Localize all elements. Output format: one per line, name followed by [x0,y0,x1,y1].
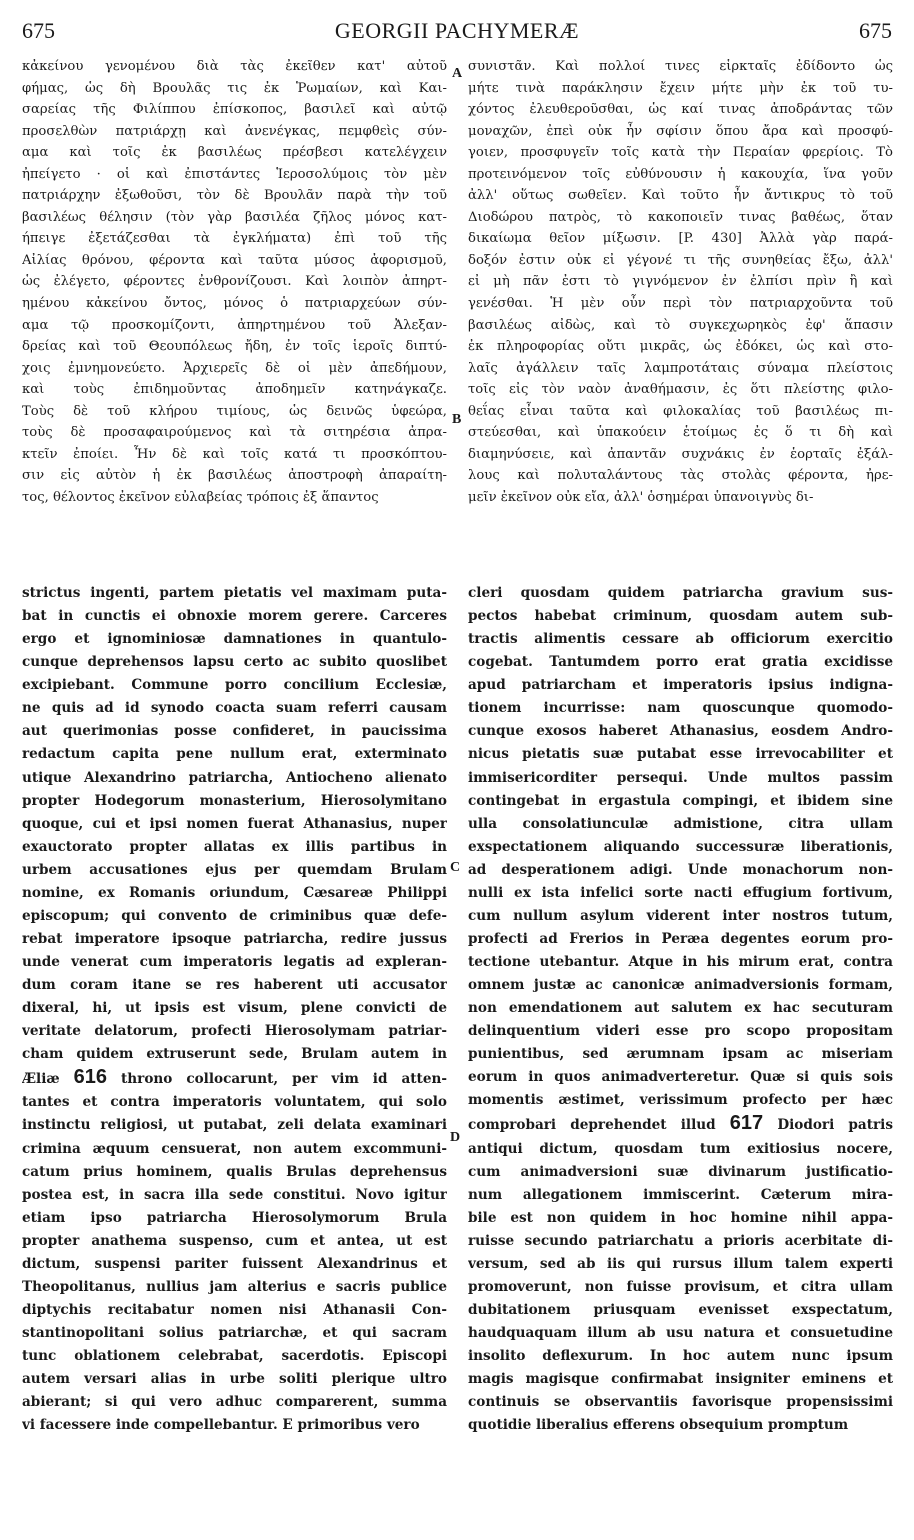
text-line-content: quoque, cui et ipsi nomen fuerat Athanasius, nuper [22,815,447,832]
text-line [468,358,893,380]
text-line-content: τος, θέλοντος ἐκεῖνον εὐλαβείας τρόποις ἐξ ἅπαντος [22,489,379,505]
text-line [22,674,447,697]
text-line [468,1253,893,1276]
text-line-content: βασιλέως θέλησιν (τὸν γὰρ βασιλέα ζῆλος μόνος κατ- [22,209,447,225]
text-line-content: dubitationem priusquam evenisset exspectatum, [468,1301,893,1318]
text-line-content: veritate delatorum, profecti Hierosolymam patriar- [22,1023,447,1040]
text-line [22,1138,447,1161]
text-line [468,1299,893,1322]
text-line [22,465,447,487]
text-line [22,651,447,674]
margin-marker-b: B [452,412,462,427]
text-line-content: exspectationem aliquando successuræ liberationis, [468,838,893,855]
text-line-content: cunque exosos haberet Athanasius, eosdem Andro- [468,723,893,740]
text-line [468,121,893,143]
text-line-content: aut querimonias posse confideret, in paucissima [22,723,447,740]
text-line [22,315,447,337]
text-line [22,78,447,100]
text-line [468,444,893,466]
text-line [22,697,447,720]
text-line-content: utique Alexandrino patriarcha, Antiocheno alienato [22,769,447,786]
text-line [468,767,893,790]
text-line-content: Αἰλίας θρόνου, φέροντα καὶ ταῦτα μύσος ἀφορισμοῦ, [22,252,447,268]
margin-marker-a: A [452,66,463,81]
text-line [468,1020,893,1043]
text-line-content: θεΐας εἶναι ταῦτα καὶ φιλοκαλίας τοῦ βασιλέως πι- [468,403,893,419]
text-line-content: nomine, ex Romanis oriundum, Cæsareæ Philippi [22,884,447,901]
text-line-content: κἀκείνου γενομένου διὰ τὰς ἐκεῖθεν κατ' αὐτοῦ [22,59,447,74]
text-line [468,1138,893,1161]
text-line [22,628,447,651]
text-line-content: profecti ad Frerios in Peræa degentes eorum pro- [468,930,893,947]
text-line-content: ruisse secundo patriarchatu a prioris acerbitate di- [468,1232,893,1249]
text-line-content: vi facessere inde compellebantur. E primoribus vero [22,1417,420,1434]
text-line [22,379,447,401]
text-line-content: ulla consolatiunculæ admistione, citra ullam [468,815,893,832]
text-line-content: propter anathema suspenso, cum et antea, ut est [22,1232,447,1249]
text-line [22,1414,447,1437]
text-line [22,250,447,272]
page-number-left: 675 [22,18,55,43]
text-line-content: μοναχῶν, ἐπεὶ οὐκ ἦν σφίσιν ὅπου ἄρα καὶ προσφύ- [468,123,893,139]
text-line [468,813,893,836]
text-line-content: immisericorditer persequi. Unde multos passim [468,769,893,786]
text-line-content: μεῖν ἐκεῖνον οὐκ εἴα, ἀλλ' ὁσημέραι ὑπανοιγνὺς δι- [468,489,814,505]
text-line-content: καὶ τοὺς ἐπιδημοῦντας ἀποδημεῖν κατηνάγκαζε. [22,382,447,398]
text-line-content: autem versari alias in urbe soliti plerique ultro [22,1371,447,1388]
text-line [22,185,447,207]
text-line [468,651,893,674]
text-line-content: ήπειγε ἐξετάζεσθαι τὰ ἐγκλήματα) ἐπὶ τοῦ τῆς [22,231,447,247]
text-line [468,336,893,358]
text-line [22,720,447,743]
text-line-content: magis magisque confirmabat insigniter eminens et [468,1371,893,1388]
text-line-content: ad desperationem adigi. Unde monachorum non- [468,861,893,878]
text-line-content: dictum, suspensi pariter fuissent Alexandrinus et [22,1255,447,1272]
text-line [22,487,447,509]
text-line-content: ὡς ἐλέγετο, φέροντες ἐνθρονίζουσι. Καὶ λοιπὸν ἀπηρτ- [22,274,447,290]
latin-text-right-column [468,582,893,1512]
text-line [22,790,447,813]
text-line [22,1043,447,1066]
page-header [22,18,892,48]
text-line-content: εἰ μὴ πᾶν ἐστι τὸ γιγνόμενον ἐν ἐλπίσι πρὶν ἢ καὶ [468,274,893,290]
text-line-content: αμα τῷ προσκομίζοντι, ἀπηρτημένου τοῦ Ἀλεξαν- [22,317,447,333]
text-line-content: urbem accusationes ejus per quemdam Brulam [22,861,447,878]
text-line-content: λαῖς ἀγάλλειν ταῖς λαμπροτάταις σύναμα πλείστοις [468,360,893,376]
text-line [468,1368,893,1391]
text-line [468,859,893,882]
text-line [22,1184,447,1207]
latin-text-left-column [22,582,447,1512]
text-line-content: non emendationem aut salutem ex hac secuturam [468,1000,893,1017]
margin-marker-d: D [450,1130,461,1145]
text-line [22,1368,447,1391]
text-line [468,951,893,974]
text-line-content: nulli ex ista infelici sorte nacti effugium fortivum, [468,884,893,901]
text-line [468,1391,893,1414]
text-line [22,1276,447,1299]
text-line [468,1089,893,1112]
text-line-content: catum prius hominem, qualis Brulas deprehensus [22,1163,447,1180]
text-line-content: κτεῖν ἐποίει. Ἦν δὲ καὶ τοῖς κατά τι προσκόπτου- [22,446,447,462]
text-line [468,1230,893,1253]
margin-marker-c: C [450,860,461,875]
text-line-content: propter Hodegorum monasterium, Hierosolymitano [22,792,447,809]
text-line-content: dixeral, hi, ut ipsis est visum, plene convicti de [22,1000,447,1017]
text-line [22,121,447,143]
text-line [22,882,447,905]
text-line-content: ημένου κἀκείνου ὄντος, μόνος ὁ πατριαρχεύων σύν- [22,296,447,312]
text-line [468,185,893,207]
text-line [468,401,893,423]
text-line [22,859,447,882]
text-line [22,358,447,380]
text-line-content: exauctorato propter allatas ex illis partibus in [22,838,447,855]
text-line [22,951,447,974]
text-line [468,628,893,651]
text-line-content: γοιεν, προσφυγεῖν τοῖς κατὰ τὴν Περαίαν φρερίοις. Τὸ [468,145,893,161]
text-line [22,974,447,997]
text-line-content: throno collocarunt, per vim id atten- [107,1071,447,1088]
text-line [22,1345,447,1368]
text-line-content: πατριάρχην ἐξωθοῦσι, τὸν δὲ Βρουλᾶν παρὰ τὴν τοῦ [22,188,447,204]
text-line [22,164,447,186]
text-line-content: ἠπείγετο · οἱ καὶ ἐπιστάντες Ἱεροσολύμοις τὸν μὲν [22,166,447,182]
text-line-content: δικαίωμα θεῖον μίξωσιν. [P. 430] Ἀλλὰ γὰρ παρά- [468,231,893,247]
text-line-content: γενέσθαι. Ἡ μὲν οὖν περὶ τὸν πατριαρχοῦντα τοῦ [468,296,893,312]
text-line-content: contingebat in ergastula compingi, et ibidem sine [468,792,893,809]
text-line [22,1020,447,1043]
text-line [468,422,893,444]
text-line-content: χοις ἐμνημονεύετο. Ἀρχιερεῖς δὲ οἱ μὲν ἀπεδήμουν, [22,360,447,376]
text-line [22,582,447,605]
text-line-content: comprobari deprehendet illud [468,1117,730,1134]
text-line-content: strictus ingenti, partem pietatis vel maximam puta- [22,585,447,601]
text-line [468,882,893,905]
text-line-content: cum animadversioni suæ divinarum justificatio- [468,1163,893,1180]
page-reference-number: 617 [729,1112,764,1135]
text-line-content: omnem justæ ac canonicæ animadversionis formam, [468,977,893,994]
text-line-content: episcopum; qui convento de criminibus quæ defe- [22,907,447,924]
text-line [468,697,893,720]
text-line [22,1391,447,1414]
text-line [468,928,893,951]
text-line [22,401,447,423]
text-line [22,836,447,859]
text-line [22,928,447,951]
text-line [468,293,893,315]
text-line-content: Diodori patris [763,1117,893,1134]
text-line [468,271,893,293]
greek-text-left-column [22,56,447,574]
text-line-content: insolito deflexurum. In hoc autem nunc ipsum [468,1348,893,1365]
text-line-content: tectione utebantur. Atque in his mirum erat, contra [468,954,893,970]
text-line [468,228,893,250]
text-line-content: τοῖς εἰς τὸν ναὸν ἀναθήμασιν, ἐς ὅτι πλείστης φιλο- [468,382,893,398]
text-line-content: dum coram itane se res haberent uti accusator [22,977,447,994]
text-line [22,336,447,358]
text-line-content: δοξόν ἐστιν οὐκ εἰ γέγονέ τι τῆς συνηθείας ἔξω, ἀλλ' [468,252,893,268]
text-line [468,164,893,186]
text-line [468,1043,893,1066]
text-line-content: versum, sed ab iis qui rursus illum talem experti [468,1255,893,1272]
text-line [22,605,447,628]
text-line [468,142,893,164]
text-line [22,56,447,78]
text-line [22,207,447,229]
text-line [22,99,447,121]
text-line [22,905,447,928]
text-line [22,422,447,444]
text-line-content: ergo et ignominiosæ damnationes in quantulo- [22,631,447,648]
text-line [468,1414,893,1437]
text-line [22,1114,447,1137]
text-line-content: tionem incurrisse: nam quoscunque quomodo- [468,700,893,717]
text-line [22,293,447,315]
text-line [22,1299,447,1322]
text-line-content: promoverunt, non fuisse provisum, et citra ullam [468,1278,893,1295]
text-line-content: bile est non quidem in hoc homine nihil appa- [468,1209,893,1226]
text-line-content: unde venerat cum imperatoris legatis ad expleran- [22,954,447,970]
text-line [468,974,893,997]
text-line-content: nicus pietatis suæ putabat esse irrevocabiliter et [468,746,893,763]
text-line-content: haudquaquam illum ab usu natura et consuetudine [468,1325,893,1341]
text-line-content: antiqui dictum, quosdam tum exitiosius nocere, [468,1140,893,1157]
text-line-content: δρείας καὶ τοῦ Θεουπόλεως ἤδη, ἐν τοῖς ἱεροῖς διπτύ- [22,339,447,355]
text-line [468,997,893,1020]
text-line-content: excipiebant. Commune porro concilium Ecclesiæ, [22,677,447,694]
text-line-content: cham quidem extruserunt sede, Brulam autem in [22,1046,447,1063]
text-line [468,743,893,766]
text-line-content: cleri quosdam quidem patriarcha gravium sus- [468,585,893,601]
text-line [22,813,447,836]
text-line-content: pectos habebat criminum, quosdam autem sub- [468,608,893,625]
text-line-content: bat in cunctis ei obnoxie morem gerere. Carceres [22,608,447,625]
text-line-content: ne quis ad id synodo coacta suam referri causam [22,700,447,717]
text-line [22,1161,447,1184]
text-line [22,1322,447,1345]
text-line-content: tunc oblationem celebrabat, sacerdotis. Episcopi [22,1348,447,1365]
text-line [468,1161,893,1184]
greek-text-right-column [468,56,893,574]
text-line [468,487,893,509]
text-line-content: cogebat. Tantumdem porro erat gratia excidisse [468,654,893,671]
text-line [22,1253,447,1276]
text-line [468,465,893,487]
text-line [22,1207,447,1230]
text-line-content: βασιλέως αἰδὼς, καὶ τὸ συγκεχωρηκὸς ἐφ' ἅπασιν [468,317,893,333]
text-line-content: ἐκ πληροφορίας οὔτι μικρᾶς, ὡς ἐδόκει, ὡς καὶ στο- [468,339,893,355]
text-line-content: crimina æquum censuerat, non autem excommuni- [22,1140,447,1157]
page-reference-number: 616 [73,1066,108,1089]
text-line [22,142,447,164]
text-line-content: tantes et contra imperatoris voluntatem, qui solo [22,1094,447,1111]
text-line-content: Theopolitanus, nullius jam alterius e sacris publice [22,1278,447,1295]
text-line-content: προσελθὼν πατριάρχῃ καὶ ἀνενέγκας, πεμφθεὶς σύν- [22,123,447,139]
text-line [468,1066,893,1089]
text-line-content: Æliæ [22,1071,74,1088]
text-line-content: συνιστᾶν. Καὶ πολλοί τινες εἱρκταῖς ἐδίδοντο ὡς [468,59,893,74]
text-line [22,1230,447,1253]
text-line [468,99,893,121]
text-line [468,905,893,928]
text-line-content: diptychis recitabatur nomen nisi Athanasii Con- [22,1301,447,1318]
running-title: GEORGII PACHYMERÆ [334,18,580,43]
text-line [468,1112,893,1137]
text-line [468,790,893,813]
text-line-content: rebat imperatore ipsoque patriarcha, redire jussus [22,930,447,947]
text-line [468,78,893,100]
page-number-right: 675 [859,18,892,43]
text-line [468,720,893,743]
text-line [22,1091,447,1114]
text-line-content: Διοδώρου πατρὸς, τὸ κακοποιεῖν τινας βαθέως, ὅταν [468,209,893,225]
text-line [468,674,893,697]
text-line-content: μήτε τινὰ παράκλησιν ἔχειν μήτε μὴν ἐκ τοῦ τυ- [468,80,893,96]
text-line-content: momentis æstimet, verissimum profecto per hæc [468,1092,893,1109]
text-line [468,582,893,605]
text-line [22,444,447,466]
text-line-content: eorum in quos animadverteretur. Quæ si quis sois [468,1069,893,1086]
text-line-content: postea est, in sacra illa sede constitui. Novo igitur [22,1186,447,1203]
text-line-content: abierant; si qui vero adhuc comparerent, summa [22,1394,447,1411]
text-line [468,315,893,337]
text-line-content: continuis se observantiis favorisque propensissimi [468,1394,893,1411]
text-line-content: φήμας, ὡς δὴ Βρουλᾶς τις ἐκ Ῥωμαίων, καὶ Και- [22,80,447,96]
text-line [468,250,893,272]
text-line-content: stantinopolitani solius patriarchæ, et qui sacram [22,1325,447,1341]
text-line-content: Τοὺς δὲ τοῦ κλήρου τιμίους, ὡς δεινῶς ὑφεώρα, [22,403,447,419]
text-line [468,605,893,628]
text-line-content: etiam ipso patriarcha Hierosolymorum Brula [22,1209,447,1226]
text-line-content: προτεινόμενον τοῖς εὐθύνουσιν ἡ κακουχία, ἵνα γοῦν [468,166,893,182]
text-line-content: cunque deprehensos lapsu certo ac subito quoslibet [22,654,447,671]
text-line [22,228,447,250]
text-line [22,1066,447,1091]
text-line [468,1345,893,1368]
text-line-content: apud patriarcham et imperatoris ipsius indigna- [468,677,893,694]
text-line-content: αμα καὶ τοῖς ἐκ βασιλέως πρέσβεσι κατελέγχειν [22,145,447,161]
text-line-content: λους καὶ πολυταλάντους τὰς στολὰς φέροντα, ἠρε- [468,468,893,484]
text-line-content: τοὺς δὲ προσαφαιρούμενος καὶ τὰ σιτηρέσια ἀπρα- [22,425,447,441]
text-line-content: σιν εἰς αὐτὸν ἡ ἐκ βασιλέως ἀποστροφὴ ἀπαραίτη- [22,468,447,484]
text-line [468,1322,893,1345]
text-line [22,767,447,790]
text-line-content: στεύεσθαι, καὶ ὑπακούειν ἑτοίμως ἐς ὅ τι δὴ καὶ [468,425,893,441]
text-line [468,56,893,78]
text-line-content: instinctu religiosi, ut putabat, zeli delata examinari [22,1117,447,1134]
text-line-content: ἀλλ' οὕτως σωθεῖεν. Καὶ τοῦτο ἦν ἄντικρυς τὸ τοῦ [468,188,893,204]
text-line-content: redactum capita pene nullum erat, exterminato [22,746,447,763]
text-line-content: delinquentium videri esse pro scopo propositam [468,1023,893,1040]
text-line-content: χόντος ἐλευθεροῦσθαι, ὡς καί τινας ἀποδράντας τῶν [468,102,893,118]
text-line-content: cum nullum asylum viderent inter nostros tutum, [468,907,893,924]
text-line [468,836,893,859]
text-line [468,1276,893,1299]
text-line [22,997,447,1020]
text-line-content: punientibus, sed ærumnam ipsam ac miseriam [468,1046,893,1063]
text-line [468,1207,893,1230]
text-line-content: διαμηνύσειε, καὶ ἀπαντᾶν συχνάκις ἐν ἑορταῖς ἐξάλ- [468,446,893,462]
text-line-content: tractis alimentis cessare ab officiorum exercitio [468,631,893,648]
text-line-content: num allegationem immiscerint. Cæterum mira- [468,1186,893,1203]
text-line [22,271,447,293]
text-line-content: quotidie liberalius efferens obsequium promptum [468,1417,849,1434]
text-line [468,1184,893,1207]
text-line [468,207,893,229]
text-line-content: σαρείας τῆς Φιλίππου ἐπίσκοπος, βασιλεῖ καὶ αὐτῷ [22,102,447,118]
text-line [22,743,447,766]
text-line [468,379,893,401]
